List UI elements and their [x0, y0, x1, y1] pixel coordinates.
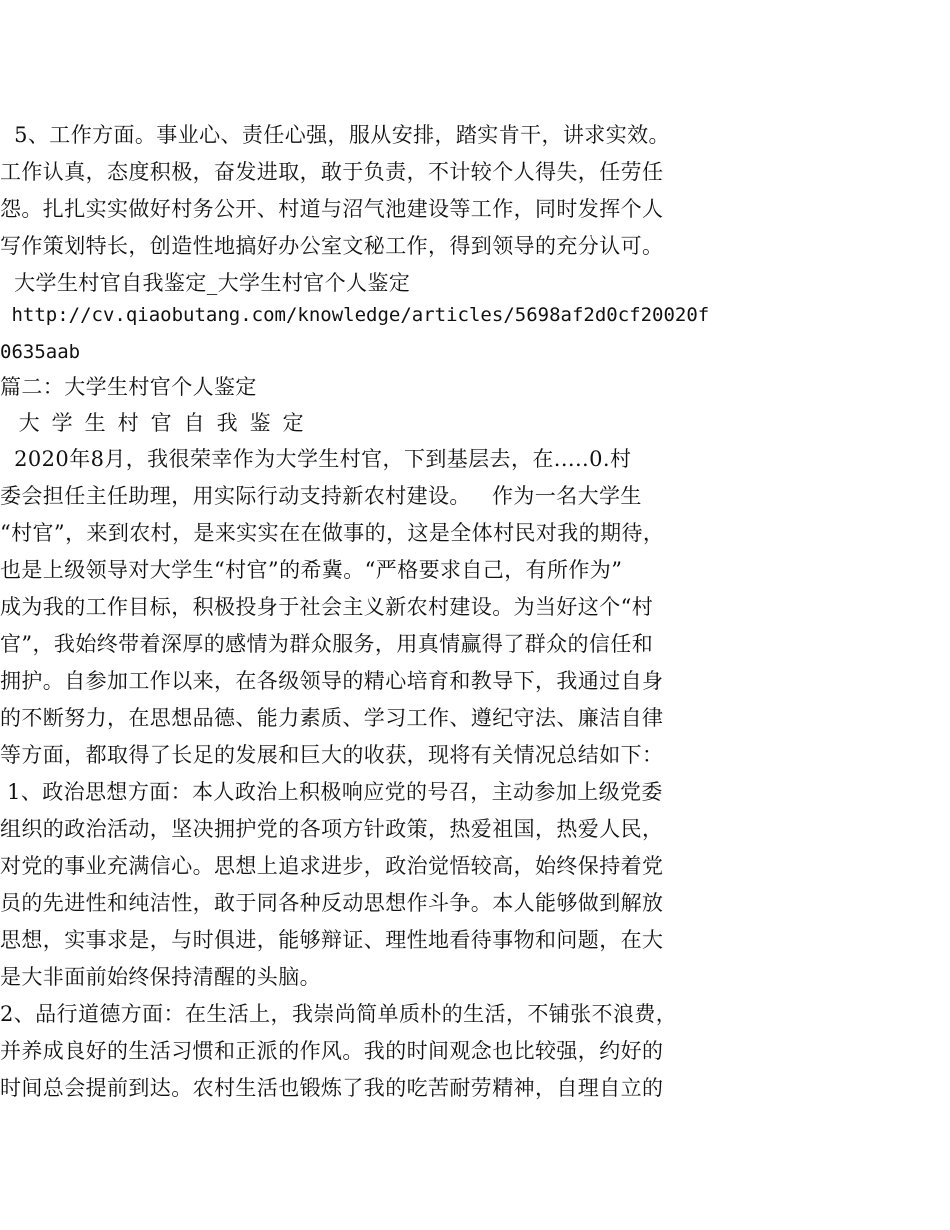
document-title: 大学生村官自我鉴定	[0, 411, 316, 435]
paragraph-line: 委会担任主任助理，用实际行动支持新农村建设。 作为一名大学生	[0, 484, 642, 508]
paragraph-line: 成为我的工作目标，积极投身于社会主义新农村建设。为当好这个“村	[0, 595, 654, 619]
paragraph-line: 拥护。自参加工作以来，在各级领导的精心培育和教导下，我通过自身	[0, 669, 664, 693]
paragraph-line: 官”，我始终带着深厚的感情为群众服务，用真情赢得了群众的信任和	[0, 632, 654, 656]
paragraph-line: 时间总会提前到达。农村生活也锻炼了我的吃苦耐劳精神，自理自立的	[0, 1076, 664, 1100]
paragraph-line: 等方面，都取得了长足的发展和巨大的收获，现将有关情况总结如下：	[0, 743, 664, 767]
url-text-continued: 0635aab	[0, 341, 81, 363]
paragraph-line: 对党的事业充满信心。思想上追求进步，政治觉悟较高，始终保持着党	[0, 854, 664, 878]
paragraph-line: 是大非面前始终保持清醒的头脑。	[0, 965, 321, 989]
paragraph-line: 1、政治思想方面：本人政治上积极响应党的号召，主动参加上级党委	[0, 780, 663, 804]
chapter-heading: 篇二：大学生村官个人鉴定	[0, 375, 257, 399]
paragraph-line: 怨。扎扎实实做好村务公开、村道与沼气池建设等工作，同时发挥个人	[0, 197, 664, 221]
paragraph-line: 5、工作方面。事业心、责任心强，服从安排，踏实肯干，讲求实效。	[0, 123, 670, 147]
paragraph-line: 写作策划特长，创造性地搞好办公室文秘工作，得到领导的充分认可。	[0, 234, 664, 258]
paragraph-line: 员的先进性和纯洁性，敢于同各种反动思想作斗争。本人能够做到解放	[0, 891, 664, 915]
paragraph-line: 的不断努力，在思想品德、能力素质、学习工作、遵纪守法、廉洁自律	[0, 706, 664, 730]
paragraph-line: 组织的政治活动，坚决拥护党的各项方针政策，热爱祖国，热爱人民，	[0, 817, 664, 841]
paragraph-line: 2、品行道德方面：在生活上，我崇尚简单质朴的生活，不铺张不浪费，	[0, 1002, 678, 1026]
paragraph-line: 并养成良好的生活习惯和正派的作风。我的时间观念也比较强，约好的	[0, 1039, 664, 1063]
paragraph-line: 思想，实事求是，与时俱进，能够辩证、理性地看待事物和问题，在大	[0, 928, 664, 952]
paragraph-line: 2020年8月，我很荣幸作为大学生村官，下到基层去，在.....0.村	[0, 447, 632, 471]
paragraph-line: 也是上级领导对大学生“村官”的希冀。“严格要求自己，有所作为”	[0, 558, 623, 582]
url-text: http://cv.qiaobutang.com/knowledge/articles/5698af2d0cf20020f	[0, 304, 710, 326]
section-link-title: 大学生村官自我鉴定_大学生村官个人鉴定	[0, 271, 411, 295]
paragraph-line: 工作认真，态度积极，奋发进取，敢于负责，不计较个人得失，任劳任	[0, 160, 664, 184]
paragraph-line: “村官”，来到农村，是来实实在在做事的，这是全体村民对我的期待，	[0, 521, 665, 545]
